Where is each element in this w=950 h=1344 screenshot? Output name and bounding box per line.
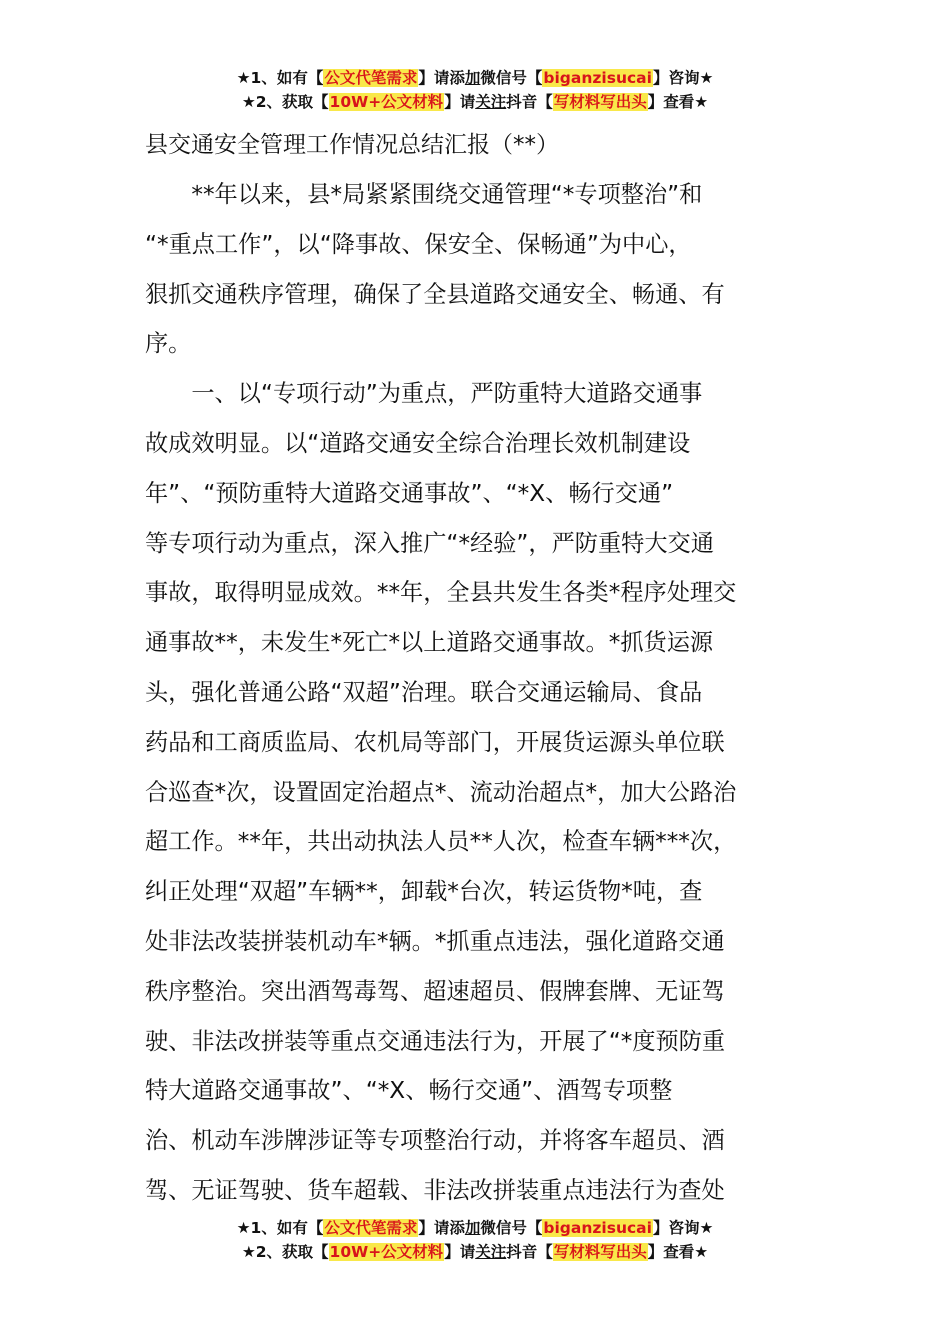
document-line: 纠正处理“双超”车辆**，卸载*台次，转运货物*吨，查	[145, 878, 703, 906]
promo-text: ★1、如有【	[236, 1219, 324, 1237]
promo-underline: 关注	[475, 93, 507, 111]
promo-line-1	[0, 1216, 950, 1240]
promo-text: 】咨询★	[652, 69, 714, 87]
document-line: 一、以“专项行动”为重点，严防重特大道路交通事	[145, 380, 703, 408]
promo-text: 抖音【	[506, 93, 553, 111]
document-line: 特大道路交通事故”、“*X、畅行交通”、酒驾专项整	[145, 1077, 673, 1105]
document-line: 超工作。**年，共出动执法人员**人次，检查车辆***次，	[145, 828, 737, 856]
promo-highlight: 写材料写出头	[553, 1243, 647, 1261]
promo-text: 】请	[444, 93, 476, 111]
promo-text: 】查看★	[647, 1243, 709, 1261]
promo-text: 】请添	[418, 69, 465, 87]
promo-text: 抖音【	[506, 1243, 553, 1261]
promo-highlight: biganzisucai	[543, 69, 652, 87]
promo-line-2	[0, 90, 950, 114]
document-line: 秩序整治。突出酒驾毒驾、超速超员、假牌套牌、无证驾	[145, 977, 725, 1005]
bottom-promo-banner	[0, 1216, 950, 1264]
document-title: 县交通安全管理工作情况总结汇报（**）	[145, 132, 559, 158]
document-line: 驶、非法改拼装等重点交通违法行为，开展了“*度预防重	[145, 1027, 726, 1055]
document-line: 年”、“预防重特大道路交通事故”、“*X、畅行交通”	[145, 479, 674, 507]
promo-text: 】查看★	[647, 93, 709, 111]
top-promo-banner	[0, 66, 950, 114]
promo-text: 微信号【	[480, 1219, 543, 1237]
document-line: “*重点工作”，以“降事故、保安全、保畅通”为中心，	[145, 230, 692, 258]
promo-text: ★1、如有【	[236, 69, 324, 87]
promo-line-2	[0, 1240, 950, 1264]
promo-text: 】咨询★	[652, 1219, 714, 1237]
document-line: 等专项行动为重点，深入推广“*经验”，严防重特大交通	[145, 529, 714, 557]
document-line: 序。	[145, 330, 192, 358]
promo-text: 】请添	[418, 1219, 465, 1237]
document-line: 故成效明显。以“道路交通安全综合治理长效机制建设	[145, 430, 691, 457]
document-line: 治、机动车涉牌涉证等专项整治行动，并将客车超员、酒	[145, 1127, 725, 1155]
document-line: 合巡查*次，设置固定治超点*、流动治超点*，加大公路治	[145, 778, 737, 806]
promo-highlight: 写材料写出头	[553, 93, 647, 111]
promo-underline: 加	[464, 69, 481, 87]
promo-underline: 加	[464, 1219, 481, 1237]
promo-text: ★2、获取【	[241, 1243, 329, 1261]
promo-text: 微信号【	[480, 69, 543, 87]
promo-text: ★2、获取【	[241, 93, 329, 111]
promo-highlight: 公文代笔需求	[324, 1219, 418, 1237]
promo-text: 】请	[444, 1243, 476, 1261]
document-line: **年以来，县*局紧紧围绕交通管理“*专项整治”和	[145, 181, 703, 208]
promo-highlight: 10W+公文材料	[329, 1243, 444, 1261]
document-line: 驾、无证驾驶、货车超载、非法改拼装重点违法行为查处	[145, 1177, 725, 1204]
promo-underline: 关注	[475, 1243, 507, 1261]
document-line: 药品和工商质监局、农机局等部门，开展货运源头单位联	[145, 728, 725, 756]
document-line: 通事故**，未发生*死亡*以上道路交通事故。*抓货运源	[145, 629, 714, 657]
promo-line-1	[0, 66, 950, 90]
promo-highlight: 公文代笔需求	[324, 69, 418, 87]
document-line: 头，强化普通公路“双超”治理。联合交通运输局、食品	[145, 679, 703, 706]
document-line: 处非法改装拼装机动车*辆。*抓重点违法，强化道路交通	[145, 928, 725, 955]
promo-highlight: 10W+公文材料	[329, 93, 444, 111]
promo-highlight: biganzisucai	[543, 1219, 652, 1237]
document-line: 狠抓交通秩序管理，确保了全县道路交通安全、畅通、有	[145, 280, 725, 308]
document-line: 事故，取得明显成效。**年，全县共发生各类*程序处理交	[145, 579, 737, 607]
